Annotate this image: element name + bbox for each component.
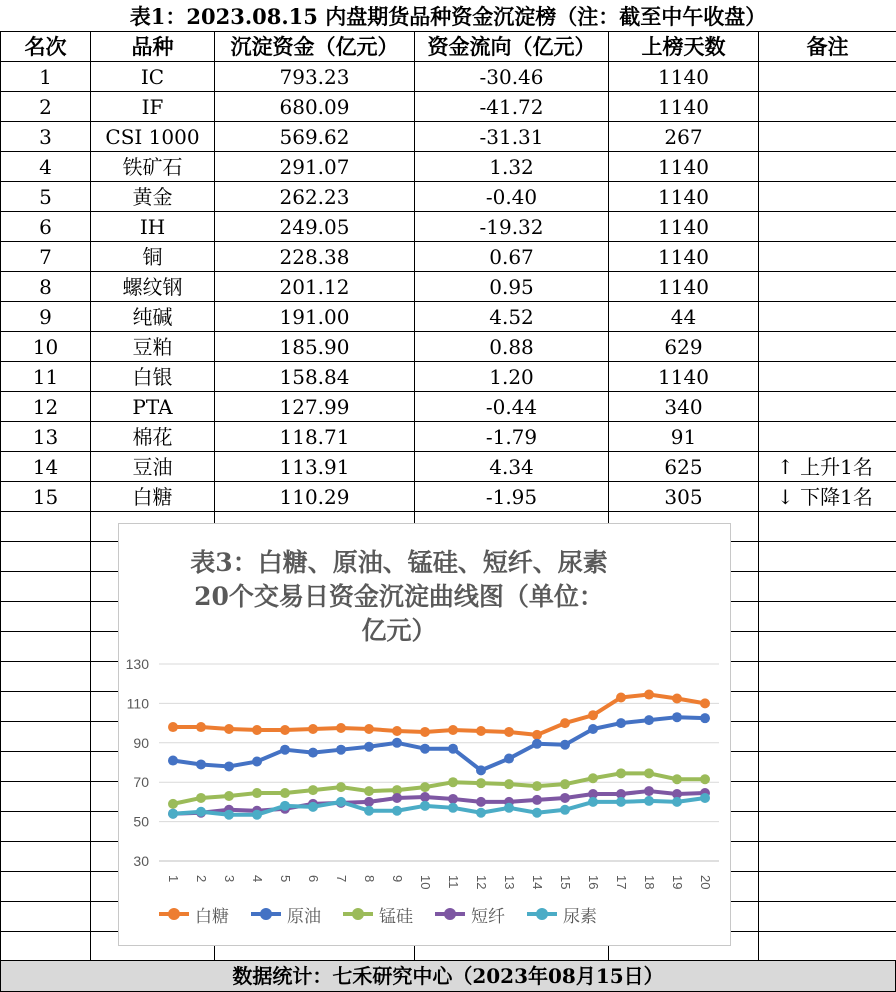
- cell-variety: 豆粕: [91, 332, 215, 362]
- cell-rank: 5: [1, 182, 91, 212]
- data-point: [644, 690, 654, 700]
- y-tick-label: 90: [133, 735, 149, 751]
- data-point: [616, 718, 626, 728]
- cell-rank: 13: [1, 422, 91, 452]
- y-tick-label: 130: [126, 656, 150, 672]
- data-point: [560, 805, 570, 815]
- empty-cell: [759, 872, 896, 902]
- data-point: [532, 795, 542, 805]
- empty-cell: [759, 902, 896, 932]
- cell-days-on-list: 340: [609, 392, 759, 422]
- data-point: [644, 715, 654, 725]
- data-point: [420, 744, 430, 754]
- cell-settled-funds: 680.09: [215, 92, 415, 122]
- table-row: [1, 122, 896, 152]
- data-point: [364, 742, 374, 752]
- cell-rank: 1: [1, 62, 91, 92]
- cell-fund-flow: -0.44: [415, 392, 609, 422]
- legend-item: [159, 902, 229, 927]
- cell-variety: 白银: [91, 362, 215, 392]
- cell-variety: 豆油: [91, 452, 215, 482]
- table-row: [1, 92, 896, 122]
- empty-cell: [759, 842, 896, 872]
- header-settled-funds: 沉淀资金（亿元）: [215, 32, 415, 62]
- data-point: [448, 803, 458, 813]
- cell-variety: 白糖: [91, 482, 215, 512]
- cell-rank: 3: [1, 122, 91, 152]
- cell-variety: 纯碱: [91, 302, 215, 332]
- table-row: [1, 242, 896, 272]
- data-point: [280, 788, 290, 798]
- table-row: [1, 452, 896, 482]
- data-point: [700, 713, 710, 723]
- y-tick-label: 70: [133, 774, 149, 790]
- data-point: [252, 810, 262, 820]
- legend-label: 原油: [287, 902, 321, 927]
- cell-settled-funds: 262.23: [215, 182, 415, 212]
- empty-cell: [1, 632, 91, 662]
- empty-cell: [1, 692, 91, 722]
- empty-cell: [759, 632, 896, 662]
- x-tick-label: 19: [670, 875, 685, 889]
- data-point: [252, 757, 262, 767]
- empty-cell: [1, 872, 91, 902]
- cell-fund-flow: -30.46: [415, 62, 609, 92]
- cell-rank: 11: [1, 362, 91, 392]
- cell-days-on-list: 629: [609, 332, 759, 362]
- x-tick-label: 5: [278, 875, 293, 882]
- data-point: [588, 710, 598, 720]
- cell-days-on-list: 1140: [609, 362, 759, 392]
- table-row: [1, 182, 896, 212]
- data-point: [560, 779, 570, 789]
- cell-settled-funds: 228.38: [215, 242, 415, 272]
- cell-variety: CSI 1000: [91, 122, 215, 152]
- x-tick-label: 4: [250, 875, 265, 882]
- data-point: [308, 802, 318, 812]
- cell-rank: 2: [1, 92, 91, 122]
- cell-rank: 14: [1, 452, 91, 482]
- chart-title-line-2: 20个交易日资金沉淀曲线图（单位：: [119, 580, 679, 614]
- legend-item: [343, 902, 413, 927]
- data-point: [196, 722, 206, 732]
- data-point: [392, 806, 402, 816]
- empty-cell: [1, 842, 91, 872]
- table-row: [1, 332, 896, 362]
- empty-cell: [759, 602, 896, 632]
- data-point: [336, 797, 346, 807]
- empty-cell: [759, 542, 896, 572]
- cell-settled-funds: 201.12: [215, 272, 415, 302]
- x-tick-label: 6: [306, 875, 321, 882]
- cell-days-on-list: 1140: [609, 62, 759, 92]
- cell-days-on-list: 44: [609, 302, 759, 332]
- legend-label: 白糖: [195, 902, 229, 927]
- table-row: [1, 62, 896, 92]
- x-tick-label: 7: [334, 875, 349, 882]
- data-point: [392, 793, 402, 803]
- chart-title-line-1: 表3：白糖、原油、锰硅、短纤、尿素: [119, 546, 679, 580]
- data-point: [532, 739, 542, 749]
- x-tick-label: 11: [446, 875, 461, 889]
- empty-cell: [759, 932, 896, 962]
- data-point: [308, 785, 318, 795]
- cell-variety: 棉花: [91, 422, 215, 452]
- data-point: [560, 740, 570, 750]
- x-tick-label: 10: [418, 875, 433, 889]
- cell-fund-flow: 4.52: [415, 302, 609, 332]
- data-point: [224, 810, 234, 820]
- data-point: [672, 774, 682, 784]
- data-point: [476, 778, 486, 788]
- cell-settled-funds: 793.23: [215, 62, 415, 92]
- data-point: [336, 782, 346, 792]
- data-point: [224, 724, 234, 734]
- table-header-row: [1, 32, 896, 62]
- data-point: [420, 782, 430, 792]
- cell-note: ↓ 下降1名: [759, 482, 896, 512]
- data-point: [448, 725, 458, 735]
- table-row: [1, 212, 896, 242]
- chart-legend: [159, 902, 719, 926]
- data-point: [532, 781, 542, 791]
- data-point: [168, 809, 178, 819]
- empty-cell: [1, 932, 91, 962]
- x-tick-label: 3: [222, 875, 237, 882]
- cell-settled-funds: 127.99: [215, 392, 415, 422]
- x-tick-label: 14: [530, 875, 545, 889]
- legend-marker-icon: [251, 909, 281, 919]
- cell-rank: 7: [1, 242, 91, 272]
- cell-note: [759, 302, 896, 332]
- empty-cell: [759, 662, 896, 692]
- x-tick-label: 17: [614, 875, 629, 889]
- data-point: [532, 730, 542, 740]
- header-days-on-list: 上榜天数: [609, 32, 759, 62]
- cell-note: [759, 92, 896, 122]
- data-point: [252, 725, 262, 735]
- data-point: [616, 797, 626, 807]
- table-row: [1, 482, 896, 512]
- empty-cell: [759, 572, 896, 602]
- cell-note: [759, 212, 896, 242]
- data-point: [672, 693, 682, 703]
- legend-label: 锰硅: [379, 902, 413, 927]
- legend-label: 尿素: [563, 902, 597, 927]
- data-point: [644, 786, 654, 796]
- cell-note: [759, 152, 896, 182]
- cell-settled-funds: 118.71: [215, 422, 415, 452]
- cell-fund-flow: -31.31: [415, 122, 609, 152]
- footer-source: 数据统计：七禾研究中心（2023年08月15日）: [0, 960, 896, 992]
- x-tick-label: 13: [502, 875, 517, 889]
- x-tick-label: 18: [642, 875, 657, 889]
- cell-settled-funds: 249.05: [215, 212, 415, 242]
- data-point: [364, 797, 374, 807]
- x-tick-label: 15: [558, 875, 573, 889]
- cell-fund-flow: 1.20: [415, 362, 609, 392]
- data-point: [252, 788, 262, 798]
- legend-item: [435, 902, 505, 927]
- cell-note: [759, 242, 896, 272]
- empty-cell: [1, 722, 91, 752]
- line-chart: [119, 524, 730, 945]
- header-note: 备注: [759, 32, 896, 62]
- data-point: [336, 745, 346, 755]
- cell-fund-flow: 1.32: [415, 152, 609, 182]
- cell-settled-funds: 158.84: [215, 362, 415, 392]
- cell-note: [759, 392, 896, 422]
- data-point: [672, 797, 682, 807]
- empty-cell: [1, 602, 91, 632]
- data-point: [616, 692, 626, 702]
- data-point: [224, 791, 234, 801]
- cell-rank: 12: [1, 392, 91, 422]
- data-point: [476, 726, 486, 736]
- data-point: [560, 718, 570, 728]
- table-row: [1, 302, 896, 332]
- data-point: [168, 722, 178, 732]
- x-tick-label: 12: [474, 875, 489, 889]
- cell-variety: 螺纹钢: [91, 272, 215, 302]
- cell-settled-funds: 191.00: [215, 302, 415, 332]
- cell-fund-flow: -0.40: [415, 182, 609, 212]
- data-point: [560, 793, 570, 803]
- empty-cell: [1, 782, 91, 812]
- cell-note: [759, 272, 896, 302]
- cell-note: [759, 122, 896, 152]
- chart-panel: [118, 523, 731, 946]
- empty-cell: [1, 662, 91, 692]
- empty-cell: [759, 752, 896, 782]
- cell-variety: 黄金: [91, 182, 215, 212]
- data-point: [588, 724, 598, 734]
- data-point: [532, 808, 542, 818]
- cell-note: [759, 422, 896, 452]
- data-point: [700, 774, 710, 784]
- table-row: [1, 422, 896, 452]
- cell-days-on-list: 1140: [609, 92, 759, 122]
- data-point: [420, 801, 430, 811]
- chart-title-line-3: 亿元）: [119, 614, 679, 648]
- cell-rank: 15: [1, 482, 91, 512]
- x-tick-label: 16: [586, 875, 601, 889]
- data-point: [644, 796, 654, 806]
- data-point: [308, 748, 318, 758]
- cell-rank: 4: [1, 152, 91, 182]
- data-point: [168, 756, 178, 766]
- data-point: [504, 754, 514, 764]
- data-point: [420, 727, 430, 737]
- data-point: [364, 724, 374, 734]
- cell-rank: 10: [1, 332, 91, 362]
- cell-fund-flow: 0.67: [415, 242, 609, 272]
- header-variety: 品种: [91, 32, 215, 62]
- cell-variety: PTA: [91, 392, 215, 422]
- cell-days-on-list: 1140: [609, 182, 759, 212]
- cell-settled-funds: 291.07: [215, 152, 415, 182]
- empty-cell: [1, 752, 91, 782]
- data-point: [504, 727, 514, 737]
- data-point: [196, 793, 206, 803]
- table-row: [1, 362, 896, 392]
- legend-marker-icon: [527, 909, 557, 919]
- cell-days-on-list: 267: [609, 122, 759, 152]
- cell-days-on-list: 1140: [609, 152, 759, 182]
- x-tick-label: 2: [194, 875, 209, 882]
- cell-days-on-list: 91: [609, 422, 759, 452]
- data-point: [280, 745, 290, 755]
- data-point: [196, 759, 206, 769]
- cell-days-on-list: 1140: [609, 242, 759, 272]
- cell-note: [759, 332, 896, 362]
- data-point: [588, 773, 598, 783]
- legend-label: 短纤: [471, 902, 505, 927]
- cell-note: [759, 182, 896, 212]
- cell-fund-flow: -41.72: [415, 92, 609, 122]
- cell-note: ↑ 上升1名: [759, 452, 896, 482]
- cell-days-on-list: 1140: [609, 212, 759, 242]
- cell-variety: 铜: [91, 242, 215, 272]
- cell-days-on-list: 305: [609, 482, 759, 512]
- data-point: [392, 726, 402, 736]
- x-tick-label: 8: [362, 875, 377, 882]
- data-point: [504, 779, 514, 789]
- data-point: [280, 801, 290, 811]
- data-point: [672, 712, 682, 722]
- empty-cell: [759, 692, 896, 722]
- data-point: [364, 786, 374, 796]
- data-point: [448, 744, 458, 754]
- data-point: [700, 698, 710, 708]
- empty-cell: [759, 512, 896, 542]
- empty-cell: [1, 542, 91, 572]
- cell-note: [759, 362, 896, 392]
- data-point: [504, 803, 514, 813]
- data-point: [644, 768, 654, 778]
- data-point: [280, 725, 290, 735]
- data-point: [448, 794, 458, 804]
- data-point: [420, 792, 430, 802]
- cell-rank: 6: [1, 212, 91, 242]
- cell-variety: IF: [91, 92, 215, 122]
- y-tick-label: 30: [133, 853, 149, 869]
- cell-fund-flow: 0.95: [415, 272, 609, 302]
- empty-cell: [759, 812, 896, 842]
- cell-variety: 铁矿石: [91, 152, 215, 182]
- legend-item: [251, 902, 321, 927]
- cell-rank: 8: [1, 272, 91, 302]
- cell-fund-flow: -1.95: [415, 482, 609, 512]
- cell-rank: 9: [1, 302, 91, 332]
- table-row: [1, 392, 896, 422]
- cell-fund-flow: 4.34: [415, 452, 609, 482]
- data-point: [224, 761, 234, 771]
- data-point: [476, 797, 486, 807]
- y-tick-label: 50: [133, 814, 149, 830]
- empty-cell: [1, 812, 91, 842]
- data-point: [168, 799, 178, 809]
- cell-settled-funds: 569.62: [215, 122, 415, 152]
- cell-settled-funds: 113.91: [215, 452, 415, 482]
- data-point: [476, 808, 486, 818]
- data-point: [364, 806, 374, 816]
- header-fund-flow: 资金流向（亿元）: [415, 32, 609, 62]
- x-tick-label: 9: [390, 875, 405, 882]
- legend-marker-icon: [343, 909, 373, 919]
- table-row: [1, 152, 896, 182]
- cell-variety: IH: [91, 212, 215, 242]
- legend-marker-icon: [435, 909, 465, 919]
- legend-marker-icon: [159, 909, 189, 919]
- table-title: 表1：2023.08.15 内盘期货品种资金沉淀榜（注：截至中午收盘）: [0, 0, 896, 31]
- cell-fund-flow: -19.32: [415, 212, 609, 242]
- cell-variety: IC: [91, 62, 215, 92]
- cell-fund-flow: 0.88: [415, 332, 609, 362]
- cell-days-on-list: 1140: [609, 272, 759, 302]
- cell-fund-flow: -1.79: [415, 422, 609, 452]
- empty-cell: [759, 782, 896, 812]
- cell-settled-funds: 110.29: [215, 482, 415, 512]
- empty-cell: [759, 722, 896, 752]
- empty-cell: [1, 902, 91, 932]
- data-point: [308, 724, 318, 734]
- data-point: [448, 777, 458, 787]
- data-point: [196, 807, 206, 817]
- data-point: [336, 723, 346, 733]
- y-tick-label: 110: [127, 695, 150, 711]
- cell-settled-funds: 185.90: [215, 332, 415, 362]
- empty-cell: [1, 512, 91, 542]
- header-rank: 名次: [1, 32, 91, 62]
- x-tick-label: 1: [166, 875, 181, 882]
- data-point: [700, 793, 710, 803]
- data-point: [616, 768, 626, 778]
- cell-days-on-list: 625: [609, 452, 759, 482]
- x-tick-label: 20: [698, 875, 713, 889]
- table-row: [1, 272, 896, 302]
- data-point: [588, 797, 598, 807]
- data-point: [392, 738, 402, 748]
- empty-cell: [1, 572, 91, 602]
- legend-item: [527, 902, 597, 927]
- data-point: [476, 765, 486, 775]
- cell-note: [759, 62, 896, 92]
